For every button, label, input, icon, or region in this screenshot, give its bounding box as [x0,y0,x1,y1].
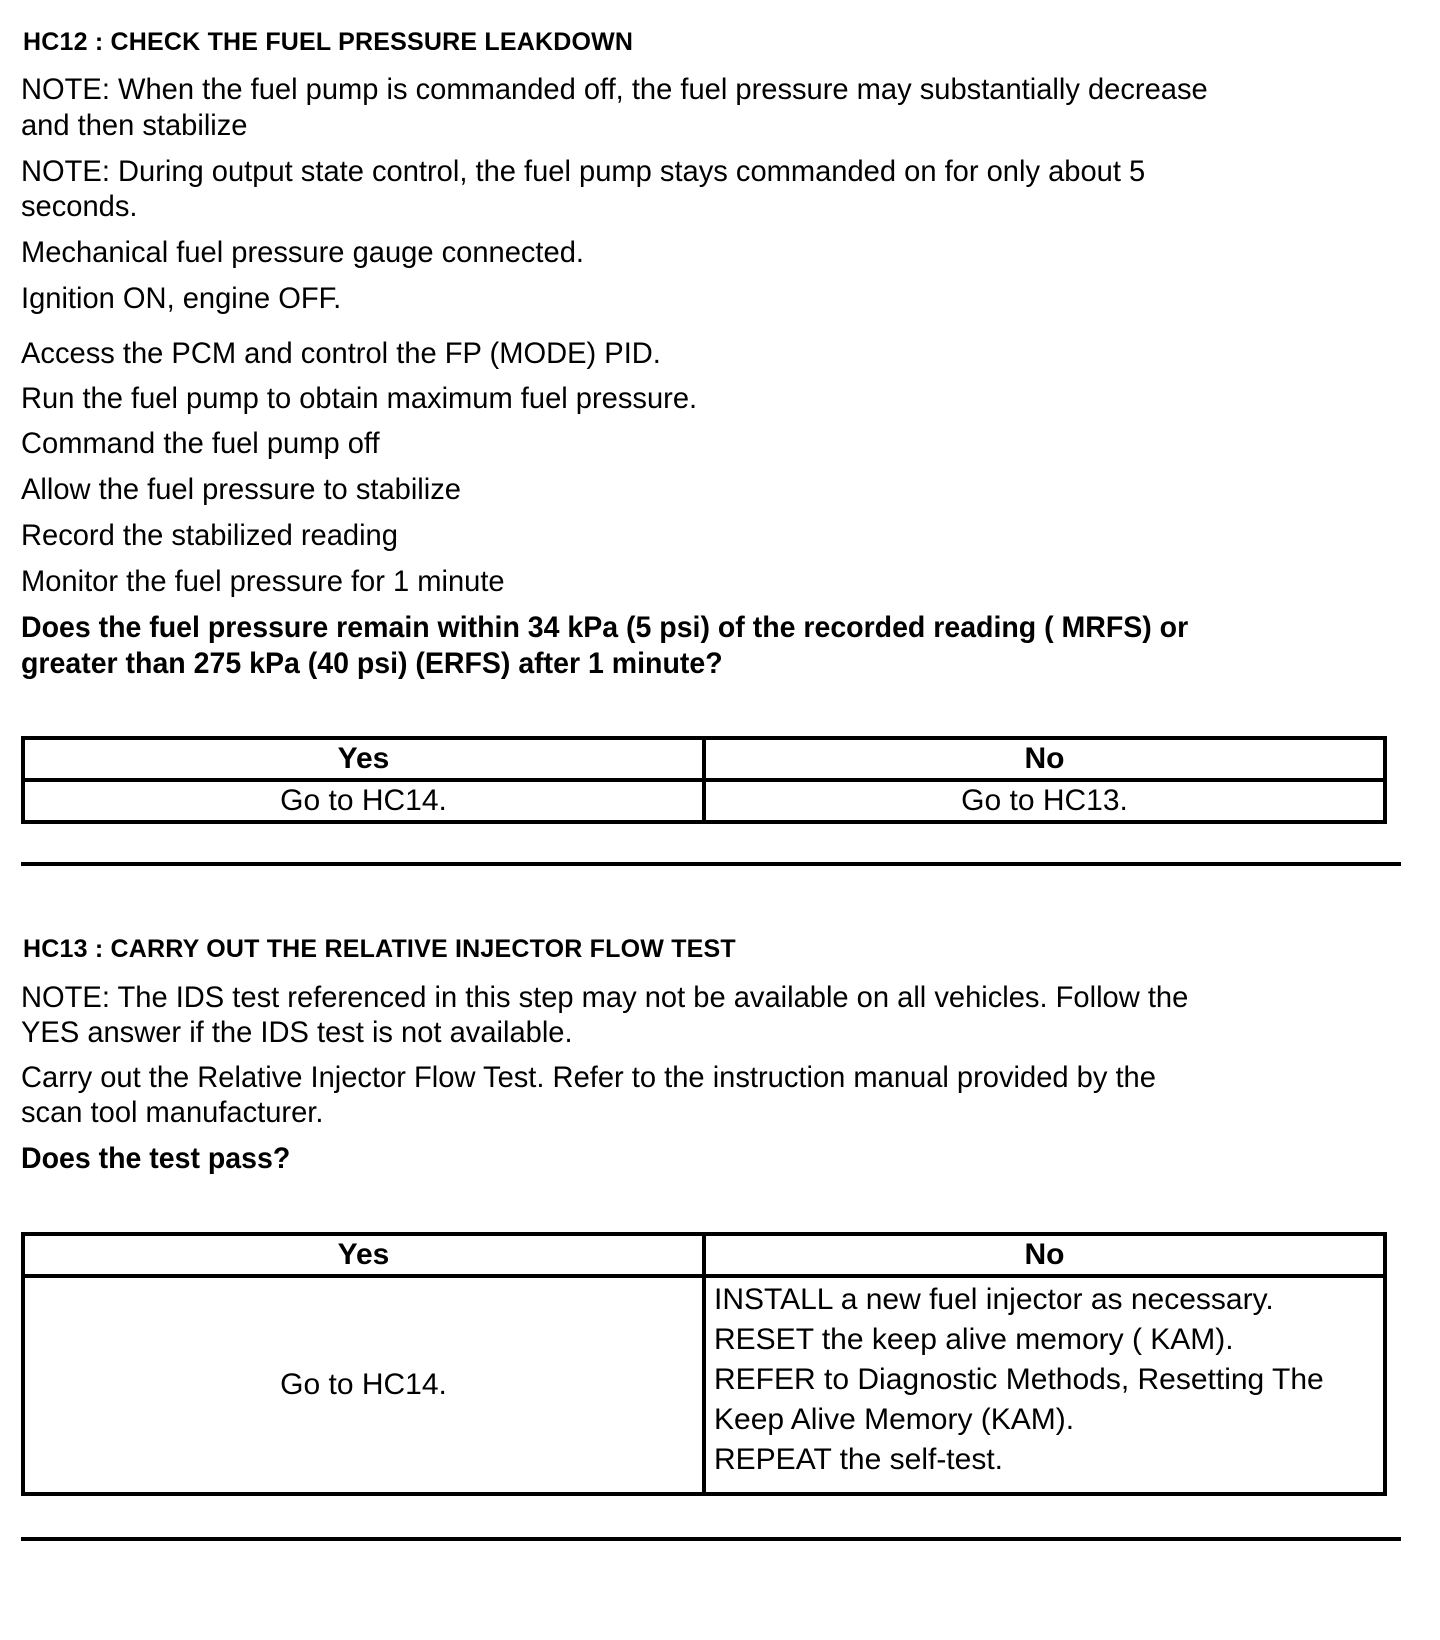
section-heading-hc12: HC12 : CHECK THE FUEL PRESSURE LEAKDOWN [23,28,634,56]
no-header: No [704,738,1385,780]
step-line: Run the fuel pump to obtain maximum fuel pressure. [21,382,698,415]
note-line: seconds. [21,190,138,223]
no-header: No [704,1234,1385,1276]
no-action-line: Keep Alive Memory (KAM). [714,1403,1075,1436]
no-action-line: RESET the keep alive memory ( KAM). [714,1323,1234,1356]
no-action-line: REFER to Diagnostic Methods, Resetting The [714,1363,1324,1396]
no-action-line: INSTALL a new fuel injector as necessary. [714,1283,1274,1316]
step-line: Record the stabilized reading [21,519,398,552]
question-line: greater than 275 kPa (40 psi) (ERFS) after 1 minute? [21,647,723,680]
step-line: Carry out the Relative Injector Flow Test. Refer to the instruction manual provided by the [21,1061,1156,1094]
yes-action: Go to HC14. [23,1276,704,1494]
note-line: NOTE: During output state control, the fuel pump stays commanded on for only about 5 [21,155,1146,188]
step-line: Command the fuel pump off [21,427,380,460]
question-line: Does the test pass? [21,1142,291,1175]
note-line: NOTE: The IDS test referenced in this step may not be available on all vehicles. Follow the [21,981,1189,1014]
step-line: Allow the fuel pressure to stabilize [21,473,461,506]
note-line: and then stabilize [21,109,248,142]
yes-action: Go to HC14. [23,780,704,822]
step-line: Ignition ON, engine OFF. [21,282,342,315]
yes-header: Yes [23,1234,704,1276]
decision-table-hc13 [21,1232,1387,1496]
question-line: Does the fuel pressure remain within 34 kPa (5 psi) of the recorded reading ( MRFS) or [21,611,1189,644]
yes-header: Yes [23,738,704,780]
step-line: scan tool manufacturer. [21,1096,324,1129]
section-divider [21,862,1401,866]
decision-table-hc12 [21,736,1387,824]
section-divider [21,1537,1401,1541]
no-action: Go to HC13. [704,780,1385,822]
step-line: Mechanical fuel pressure gauge connected. [21,236,584,269]
step-line: Access the PCM and control the FP (MODE) PID. [21,337,661,370]
no-actions [704,1276,1385,1494]
note-line: NOTE: When the fuel pump is commanded off, the fuel pressure may substantially decrease [21,73,1208,106]
no-action-line: REPEAT the self-test. [714,1443,1003,1476]
section-heading-hc13: HC13 : CARRY OUT THE RELATIVE INJECTOR FLOW TEST [23,935,736,963]
step-line: Monitor the fuel pressure for 1 minute [21,565,505,598]
note-line: YES answer if the IDS test is not available. [21,1016,573,1049]
